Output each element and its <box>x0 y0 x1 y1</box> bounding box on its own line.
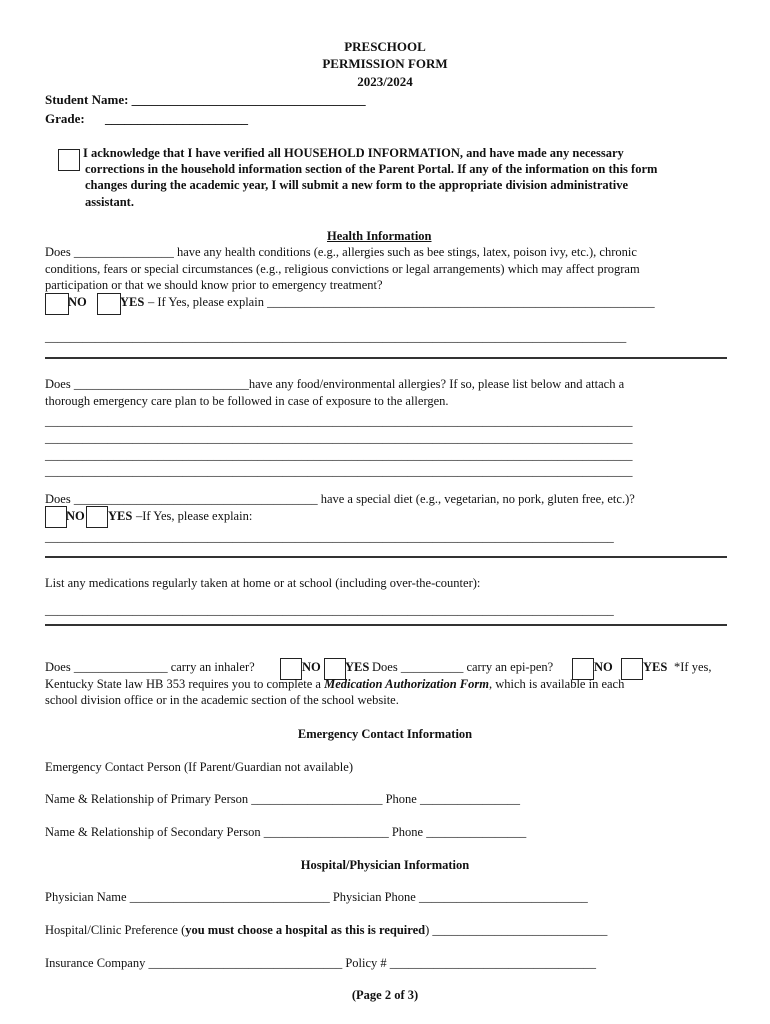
section-divider <box>45 624 727 626</box>
ack-text-line1: I acknowledge that I have verified all HOUSEHOLD INFORMATION, and have made any necessary <box>83 146 624 160</box>
epipen-note-start: *If yes, <box>674 660 712 674</box>
inhaler-yes-label: YES <box>345 660 370 674</box>
diet-no-label: NO <box>66 509 85 523</box>
medication-law-text-line3: school division office or in the academic section of the school website. <box>45 693 399 707</box>
hospital-preference-field[interactable] <box>45 923 607 938</box>
ack-text-line2: corrections in the household information section of the Parent Portal. If any of the information on this form <box>85 162 658 176</box>
primary-contact-field[interactable]: Name & Relationship of Primary Person _____________________ Phone ________________ <box>45 792 520 806</box>
medications-blank[interactable]: ___________________________________________________________________________________________ <box>45 603 614 617</box>
grade-label: Grade: <box>45 111 85 126</box>
health-no-checkbox[interactable] <box>45 293 69 315</box>
diet-yes-checkbox[interactable] <box>86 506 108 528</box>
secondary-contact-field[interactable]: Name & Relationship of Secondary Person ____________________ Phone ________________ <box>45 825 527 839</box>
ack-text-line4: assistant. <box>85 195 134 209</box>
health-info-heading: Health Information <box>327 229 432 243</box>
diet-question: Does _______________________________________ have a special diet (e.g., vegetarian, no pork, gluten free, etc.)? <box>45 492 635 506</box>
acknowledge-checkbox[interactable] <box>58 149 80 171</box>
inhaler-question: Does _______________ carry an inhaler? <box>45 660 255 674</box>
student-name-field[interactable]: Student Name: ____________________________________ <box>45 92 366 107</box>
epipen-question: Does __________ carry an epi-pen? <box>372 660 554 674</box>
epipen-no-label: NO <box>594 660 613 674</box>
health-no-label: NO <box>68 295 87 309</box>
health-yes-label: YES <box>120 295 145 309</box>
emergency-contact-note: Emergency Contact Person (If Parent/Guardian not available) <box>45 760 353 774</box>
hospital-pref-blank: ) ____________________________ <box>425 923 608 937</box>
medication-law-text <box>45 677 624 692</box>
form-title-line1: PRESCHOOL <box>344 39 426 54</box>
health-question-line3: participation or that we should know prior to emergency treatment? <box>45 278 383 292</box>
hospital-physician-heading: Hospital/Physician Information <box>300 858 470 872</box>
diet-yes-label: YES <box>108 509 133 523</box>
diet-explain-label: –If Yes, please explain: <box>136 509 253 523</box>
medication-authorization-form: Medication Authorization Form <box>324 677 489 691</box>
hospital-required-note: you must choose a hospital as this is required <box>185 923 426 937</box>
medications-question: List any medications regularly taken at home or at school (including over-the-counter): <box>45 576 481 590</box>
food-allergy-question-line2: thorough emergency care plan to be followed in case of exposure to the allergen. <box>45 394 449 408</box>
page-number: (Page 2 of 3) <box>351 988 419 1002</box>
insurance-field[interactable]: Insurance Company _______________________________ Policy # _________________________________ <box>45 956 597 970</box>
section-divider <box>45 556 727 558</box>
food-allergy-blank-4[interactable]: ______________________________________________________________________________________________ <box>45 464 633 478</box>
food-allergy-blank-1[interactable]: ______________________________________________________________________________________________ <box>45 414 633 428</box>
health-explain-blank[interactable]: _____________________________________________________________________________________________ <box>45 330 627 344</box>
health-question-line2: conditions, fears or special circumstances (e.g., religious convictions or legal arrangements) which may affect program <box>45 262 640 276</box>
section-divider <box>45 357 727 359</box>
health-yes-checkbox[interactable] <box>97 293 121 315</box>
diet-no-checkbox[interactable] <box>45 506 67 528</box>
health-question-line1: Does ________________ have any health conditions (e.g., allergies such as bee stings, latex, poison ivy, etc.), chronic <box>45 245 637 259</box>
food-allergy-blank-2[interactable]: ______________________________________________________________________________________________ <box>45 431 633 445</box>
grade-field[interactable]: ______________________ <box>105 111 248 126</box>
epipen-yes-label: YES <box>643 660 668 674</box>
form-year: 2023/2024 <box>357 74 413 89</box>
food-allergy-question-line1: Does ____________________________have any food/environmental allergies? If so, please list below and attach a <box>45 377 625 391</box>
diet-explain-blank[interactable]: ___________________________________________________________________________________________ <box>45 530 614 544</box>
ack-text-line3: changes during the academic year, I will submit a new form to the appropriate division administrative <box>85 178 629 192</box>
emergency-contact-heading: Emergency Contact Information <box>297 727 473 741</box>
inhaler-no-label: NO <box>302 660 321 674</box>
law-text-c: , which is available in each <box>488 677 625 691</box>
food-allergy-blank-3[interactable]: ______________________________________________________________________________________________ <box>45 448 633 462</box>
health-explain-field[interactable]: – If Yes, please explain ______________________________________________________________ <box>148 295 655 309</box>
physician-field[interactable]: Physician Name ________________________________ Physician Phone ___________________________ <box>45 890 588 904</box>
hospital-pref-label-a: Hospital/Clinic Preference ( <box>45 923 186 937</box>
law-text-a: Kentucky State law HB 353 requires you to complete a <box>45 677 325 691</box>
form-title-line2: PERMISSION FORM <box>322 56 448 71</box>
